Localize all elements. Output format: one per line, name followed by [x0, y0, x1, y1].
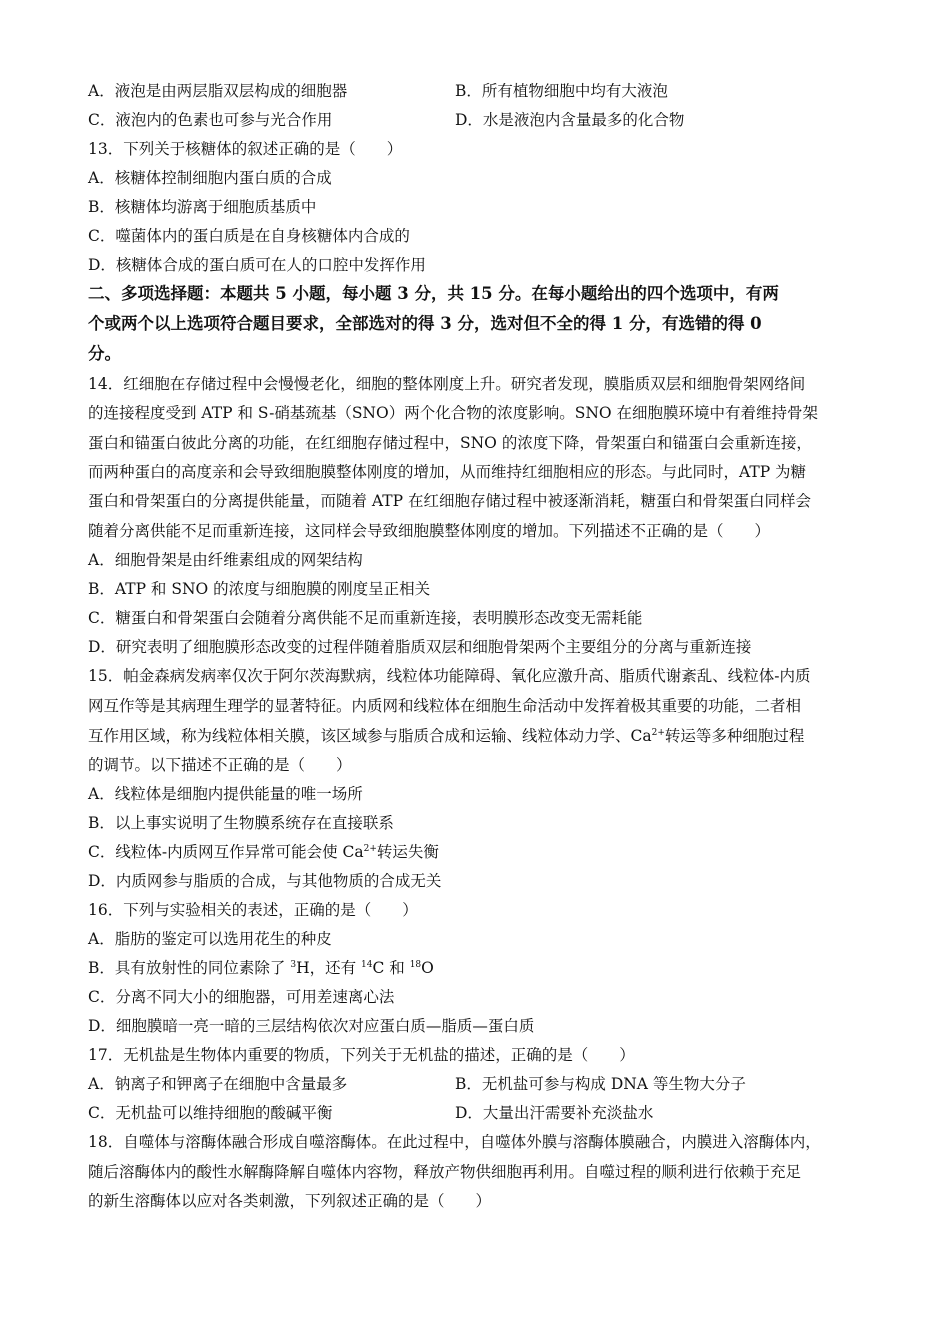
q13-option-a: A．核糖体控制细胞内蛋白质的合成	[88, 169, 332, 187]
q12-option-c: C．液泡内的色素也可参与光合作用	[88, 111, 333, 129]
q12-option-a: A．液泡是由两层脂双层构成的细胞器	[88, 82, 348, 100]
q12-option-b: B．所有植物细胞中均有大液泡	[455, 82, 668, 100]
q15-option-d: D．内质网参与脂质的合成，与其他物质的合成无关	[88, 872, 442, 890]
q13-option-b: B．核糖体均游离于细胞质基质中	[88, 198, 317, 216]
q13-option-c: C．噬菌体内的蛋白质是在自身核糖体内合成的	[88, 227, 410, 245]
q17-option-b: B．无机盐可参与构成 DNA 等生物大分子	[455, 1075, 746, 1093]
q14-stem-line4: 而两种蛋白的高度亲和会导致细胞膜整体刚度的增加，从而维持红细胞相应的形态。与此同时，ATP 为糖	[88, 463, 807, 481]
q17-option-d: D．大量出汗需要补充淡盐水	[455, 1104, 654, 1122]
section2-heading-line2: 个或两个以上选项符合题目要求，全部选对的得 3 分，选对但不全的得 1 分，有选错的得 0	[88, 314, 762, 333]
q17-option-c: C．无机盐可以维持细胞的酸碱平衡	[88, 1104, 333, 1122]
q16-option-a: A．脂肪的鉴定可以选用花生的种皮	[88, 930, 332, 948]
q15-stem-line1: 15．帕金森病发病率仅次于阿尔茨海默病，线粒体功能障碍、氧化应激升高、脂质代谢紊乱、线粒体-内质	[88, 667, 811, 685]
q14-stem-line3: 蛋白和锚蛋白彼此分离的功能，在红细胞存储过程中，SNO 的浓度下降，骨架蛋白和锚蛋白会重新连接，	[88, 434, 812, 452]
q15-stem-line2: 网互作等是其病理生理学的显著特征。内质网和线粒体在细胞生命活动中发挥着极其重要的功能，二者相	[88, 697, 802, 715]
q15-option-b: B．以上事实说明了生物膜系统存在直接联系	[88, 814, 394, 832]
q15-option-a: A．线粒体是细胞内提供能量的唯一场所	[88, 785, 363, 803]
q18-stem-line1: 18．自噬体与溶酶体融合形成自噬溶酶体。在此过程中，自噬体外膜与溶酶体膜融合，内膜进入溶酶体内，	[88, 1133, 821, 1151]
q16-option-b: B．具有放射性的同位素除了 $^3$H，还有 $^{14}$C 和 $^{18}$O	[88, 959, 434, 977]
q18-stem-line2: 随后溶酶体内的酸性水解酶降解自噬体内容物，释放产物供细胞再利用。自噬过程的顺利进行依赖于充足	[88, 1163, 802, 1181]
q12-option-d: D．水是液泡内含量最多的化合物	[455, 111, 685, 129]
q15-option-c: C．线粒体-内质网互作异常可能会使 $Ca^{2+}$转运失衡	[88, 843, 439, 861]
section2-heading-line3: 分。	[88, 344, 121, 363]
q18-stem-line3: 的新生溶酶体以应对各类刺激，下列叙述正确的是（ ）	[88, 1192, 492, 1210]
q14-option-c: C．糖蛋白和骨架蛋白会随着分离供能不足而重新连接，表明膜形态改变无需耗能	[88, 609, 643, 627]
q13-option-d: D．核糖体合成的蛋白质可在人的口腔中发挥作用	[88, 256, 426, 274]
q16-option-d: D．细胞膜暗一亮一暗的三层结构依次对应蛋白质—脂质—蛋白质	[88, 1017, 535, 1035]
q14-stem-line5: 蛋白和骨架蛋白的分离提供能量，而随着 ATP 在红细胞存储过程中被逐渐消耗，糖蛋白和骨架蛋白同样会	[88, 492, 811, 510]
q17-stem: 17．无机盐是生物体内重要的物质，下列关于无机盐的描述，正确的是（ ）	[88, 1046, 635, 1064]
q17-option-a: A．钠离子和钾离子在细胞中含量最多	[88, 1075, 348, 1093]
q15-stem-line3: 互作用区域，称为线粒体相关膜，该区域参与脂质合成和运输、线粒体动力学、$Ca^{2+}$转运等多种细胞过程	[88, 727, 805, 745]
q14-stem-line1: 14．红细胞在存储过程中会慢慢老化，细胞的整体刚度上升。研究者发现，膜脂质双层和细胞骨架网络间	[88, 375, 806, 393]
q15-stem-line4: 的调节。以下描述不正确的是（ ）	[88, 756, 352, 774]
q14-stem-line2: 的连接程度受到 ATP 和 S-硝基巯基（SNO）两个化合物的浓度影响。SNO 在细胞膜环境中有着维持骨架	[88, 404, 819, 422]
q14-option-b: B．ATP 和 SNO 的浓度与细胞膜的刚度呈正相关	[88, 580, 431, 598]
q13-stem: 13．下列关于核糖体的叙述正确的是（ ）	[88, 140, 403, 158]
q16-option-c: C．分离不同大小的细胞器，可用差速离心法	[88, 988, 395, 1006]
q14-option-a: A．细胞骨架是由纤维素组成的网架结构	[88, 551, 363, 569]
q16-stem: 16．下列与实验相关的表述，正确的是（ ）	[88, 901, 418, 919]
q14-stem-line6: 随着分离供能不足而重新连接，这同样会导致细胞膜整体刚度的增加。下列描述不正确的是（ ）	[88, 522, 771, 540]
section2-heading-line1: 二、多项选择题：本题共 5 小题，每小题 3 分，共 15 分。在每小题给出的四个选项中，有两	[88, 284, 779, 303]
q14-option-d: D．研究表明了细胞膜形态改变的过程伴随着脂质双层和细胞骨架两个主要组分的分离与重新连接	[88, 638, 752, 656]
